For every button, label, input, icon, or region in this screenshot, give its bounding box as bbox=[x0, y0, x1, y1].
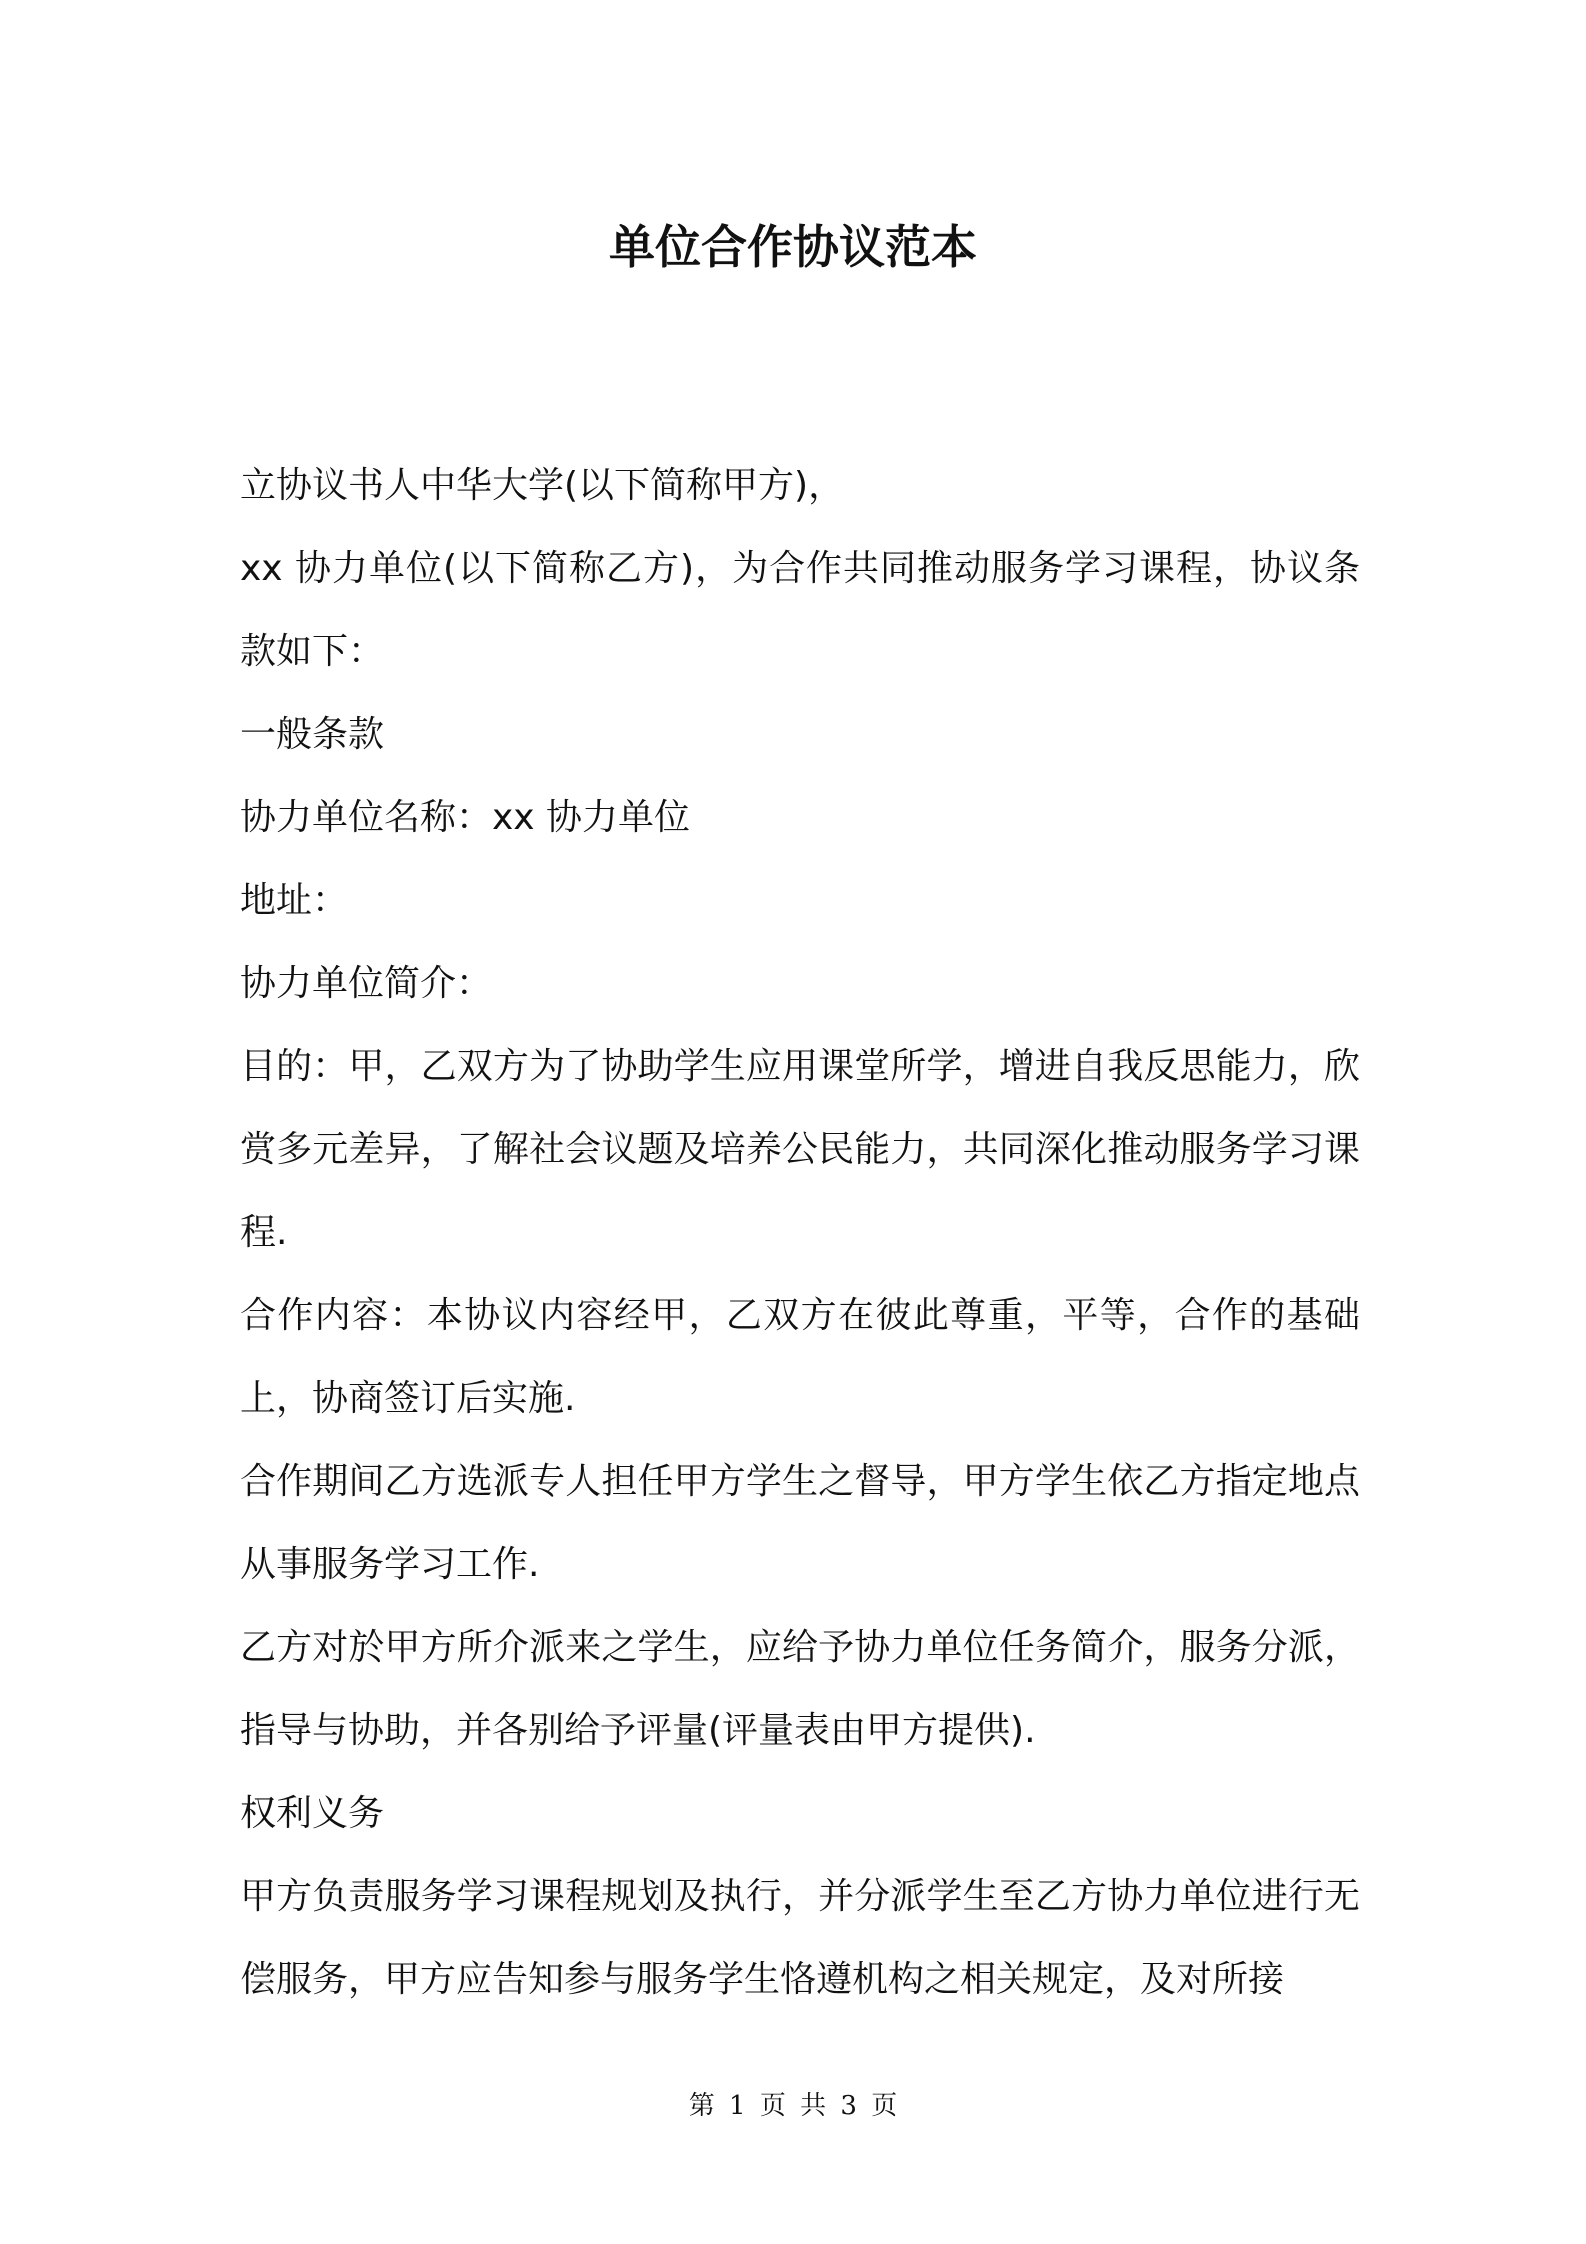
section-heading-rights: 权利义务 bbox=[240, 1793, 385, 1834]
paragraph-unit-name: 协力单位名称：xx 协力单位 bbox=[240, 797, 691, 838]
section-heading-general: 一般条款 bbox=[240, 714, 385, 755]
paragraph-cooperation-content: 合作内容：本协议内容经甲，乙双方在彼此尊重，平等，合作的基础上，协商签订后实施. bbox=[240, 1295, 1360, 1419]
paragraph-unit-intro: 协力单位简介： bbox=[240, 963, 493, 1004]
paragraph-task-assignment: 乙方对於甲方所介派来之学生，应给予协力单位任务简介，服务分派，指导与协助，并各别给予评量(评量表由甲方提供). bbox=[240, 1627, 1360, 1751]
page-number-footer: 第 1 页 共 3 页 bbox=[688, 2091, 898, 2121]
document-body bbox=[240, 444, 1360, 2021]
paragraph-address: 地址： bbox=[240, 880, 349, 921]
paragraph-party-a-duties: 甲方负责服务学习课程规划及执行，并分派学生至乙方协力单位进行无偿服务，甲方应告知参与服务学生恪遵机构之相关规定，及对所接 bbox=[240, 1876, 1360, 2000]
paragraph-party-a: 立协议书人中华大学(以下简称甲方)， bbox=[240, 465, 845, 506]
paragraph-supervisor: 合作期间乙方选派专人担任甲方学生之督导，甲方学生依乙方指定地点从事服务学习工作. bbox=[240, 1461, 1360, 1585]
paragraph-party-b: xx 协力单位(以下简称乙方)，为合作共同推动服务学习课程，协议条款如下： bbox=[240, 548, 1360, 672]
document-title: 单位合作协议范本 bbox=[609, 220, 977, 274]
paragraph-purpose: 目的：甲，乙双方为了协助学生应用课堂所学，增进自我反思能力，欣赏多元差异，了解社会议题及培养公民能力，共同深化推动服务学习课程. bbox=[240, 1046, 1360, 1253]
